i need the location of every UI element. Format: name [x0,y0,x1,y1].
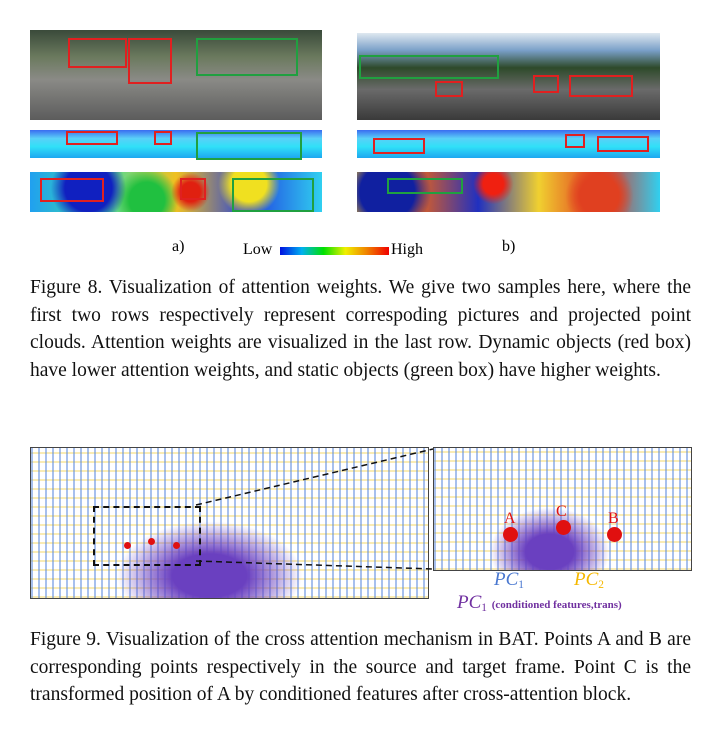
label-b: b) [502,238,516,255]
label-a: a) [172,238,185,255]
pc1-cond-label: PC [457,592,482,613]
point-a-marker [503,527,518,542]
pc2-label: PC [574,569,599,590]
pc1-subscript: 1 [518,578,524,591]
pc1-label: PC [494,569,519,590]
zoomed-point-cloud [433,447,692,571]
pc1-cond-subscript: 1 [481,601,487,614]
legend-high-label: High [391,241,423,258]
point-b-label: B [608,510,619,527]
pc1-cond-note: (conditioned features,trans) [491,599,622,611]
point-b-marker [607,527,622,542]
point-a-label: A [504,510,516,527]
point-c-label: C [556,503,567,520]
legend-low-label: Low [243,241,273,258]
point-c-marker [556,520,571,535]
legend-pc1 [494,569,524,591]
pc2-subscript: 2 [598,578,604,591]
figure-8-caption: Figure 8. Visualization of attention weights. We give two samples here, where the first two rows respectively represent correspoding pictures and projected point clouds. Attention weights are visualized in the last row. Dynamic objects (red box) have lower attention weights, and static objects (green box) have higher weights. [30,277,691,381]
legend-pc1-conditioned [457,592,622,614]
figure-9-caption: Figure 9. Visualization of the cross attention mechanism in BAT. Points A and B are corresponding points respectively in the source and target frame. Point C is the transformed position of A by conditioned features after cross-attention block. [30,629,691,705]
legend-pc2 [574,569,604,591]
